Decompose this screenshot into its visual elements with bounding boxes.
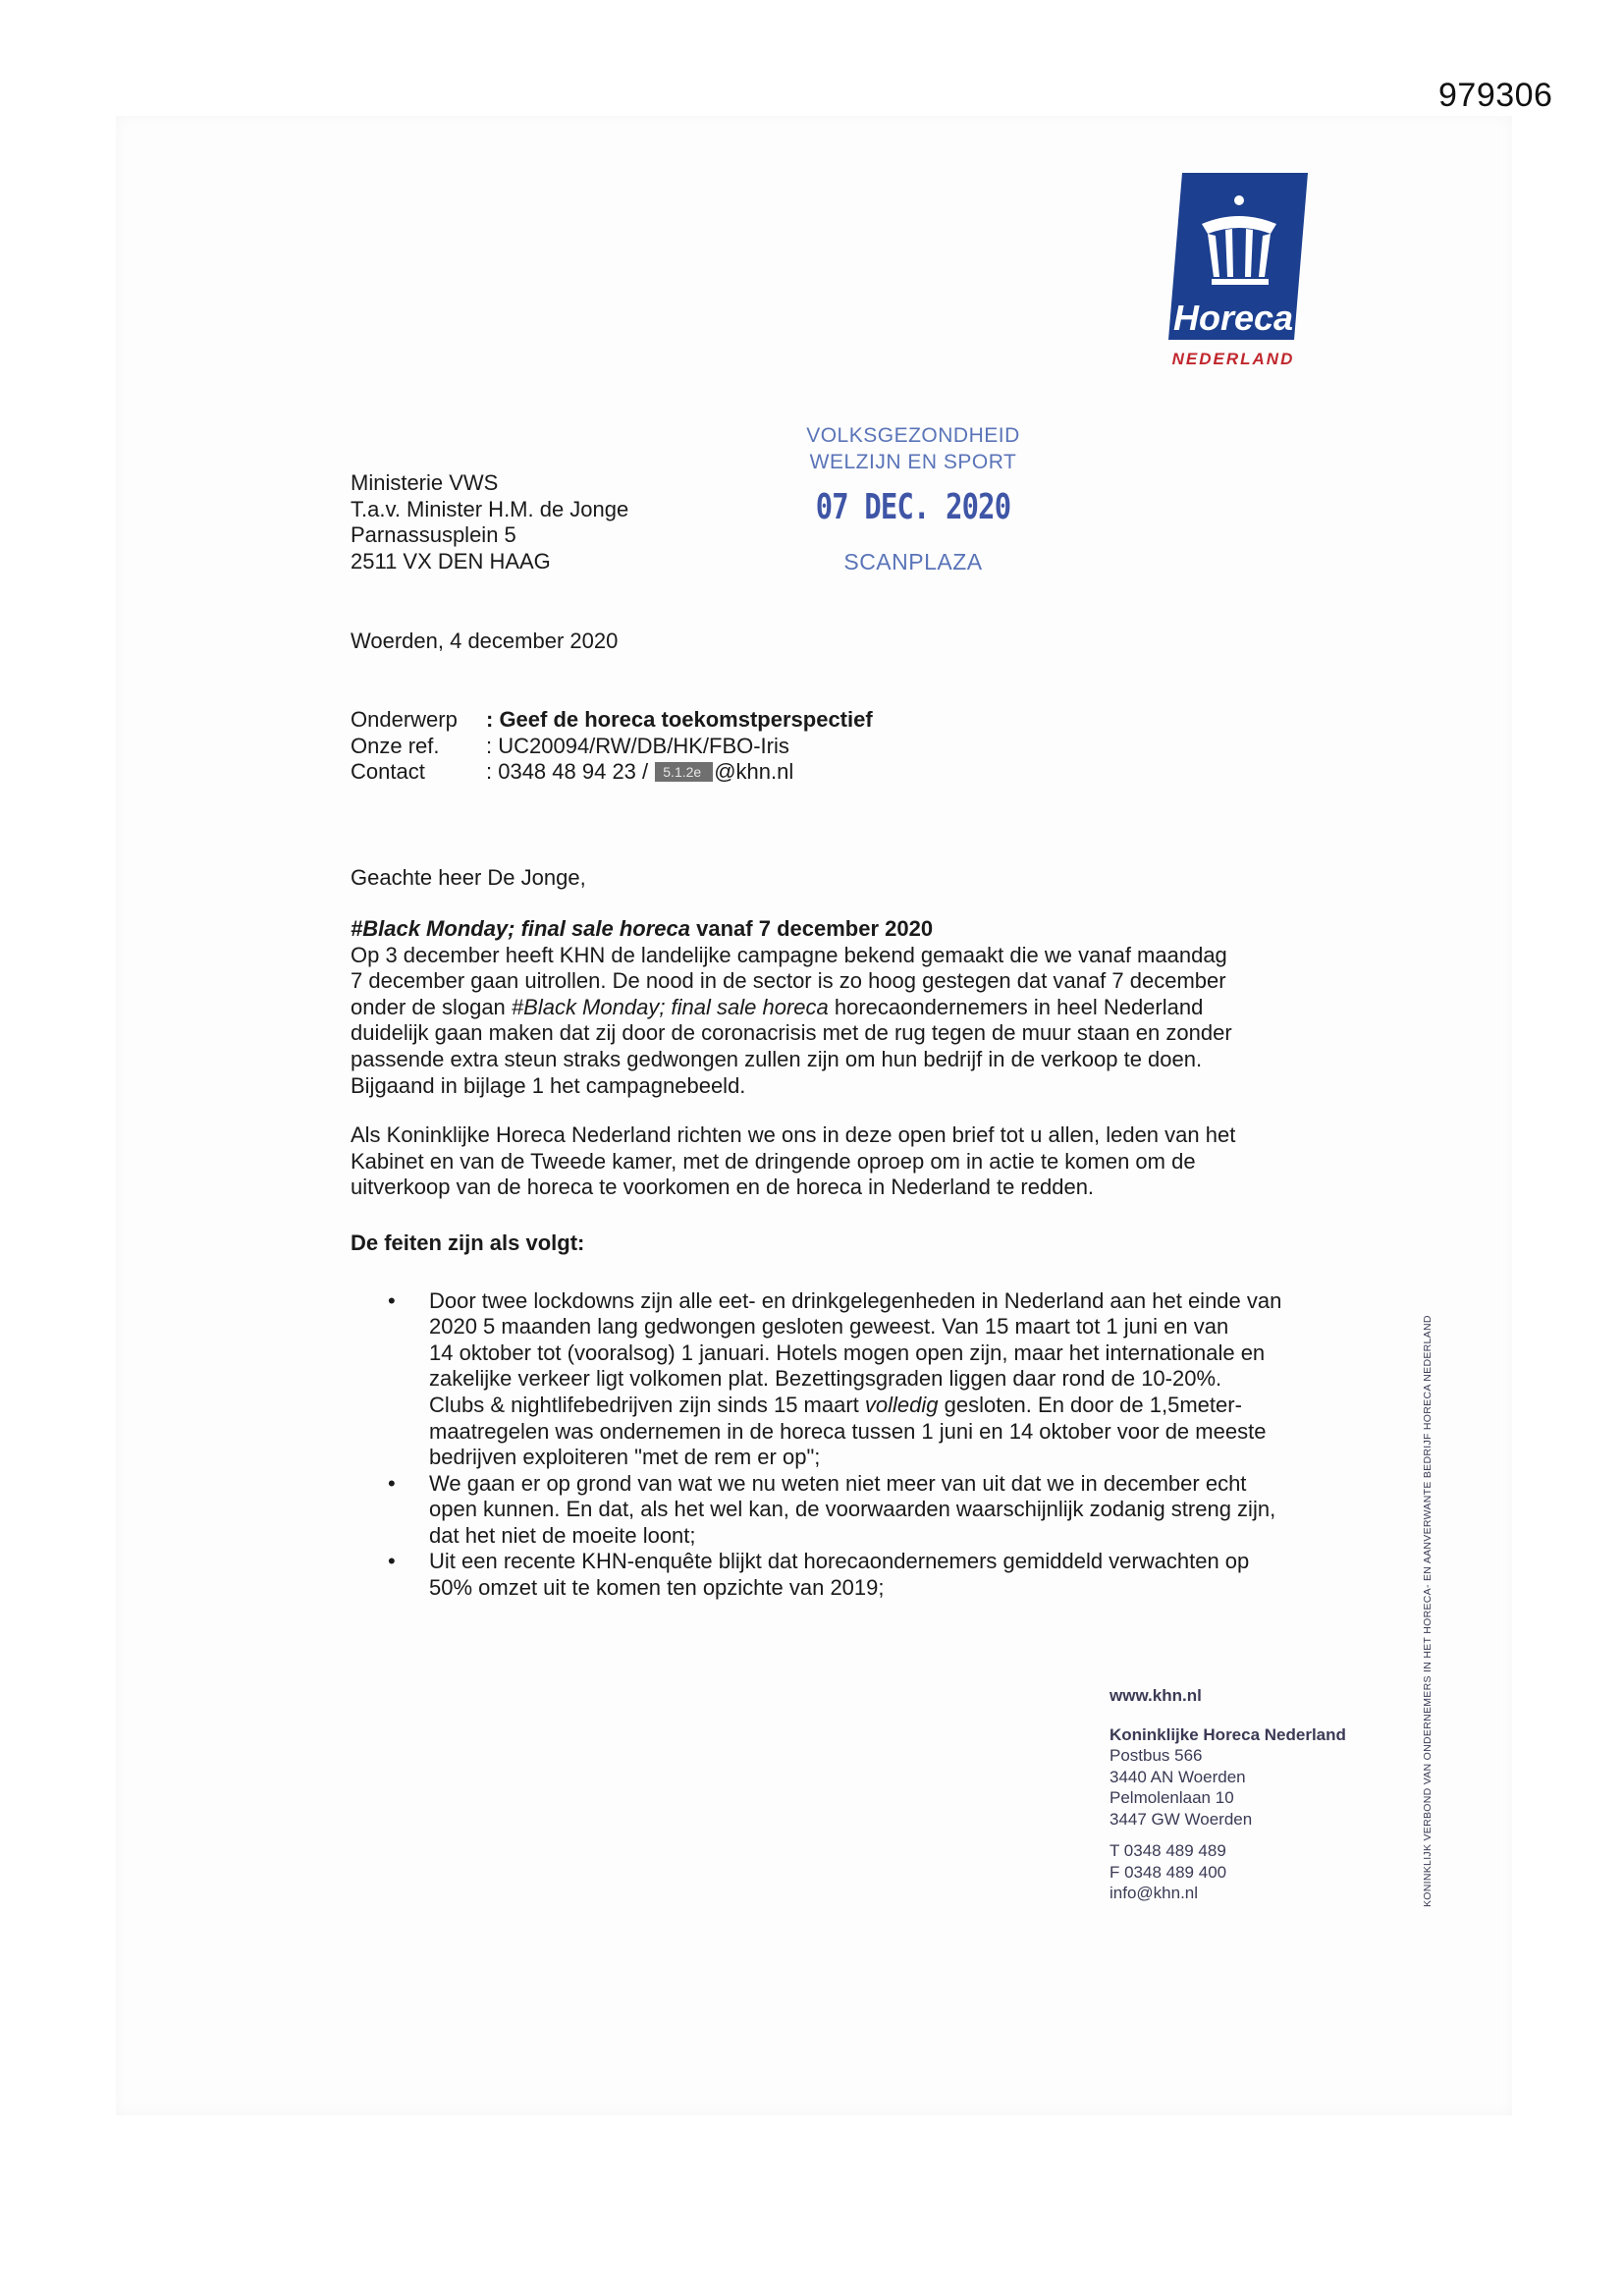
facts-list <box>351 1288 1293 1602</box>
document-number: 979306 <box>1438 77 1553 114</box>
meta-ref-value: : UC20094/RW/DB/HK/FBO-Iris <box>486 733 789 758</box>
meta-reference <box>351 734 873 760</box>
footer-address-line: 3447 GW Woerden <box>1110 1809 1253 1829</box>
crown-base <box>1212 279 1269 285</box>
meta-contact-label: Contact <box>351 759 425 784</box>
recipient-line: T.a.v. Minister H.M. de Jonge <box>351 496 629 521</box>
meta-contact-value <box>486 759 793 786</box>
paragraph-campaign <box>351 943 1293 1100</box>
paragraph-campaign-slogan: #Black Monday; final sale horeca <box>511 994 829 1019</box>
horeca-nederland-logo <box>1168 173 1308 371</box>
fact-3: Uit een recente KHN-enquête blijkt dat horecaondernemers gemiddeld verwachten op 50% omzet uit te komen ten opzichte van 2019; <box>429 1549 1250 1601</box>
headline-rest: vanaf 7 december 2020 <box>690 916 934 941</box>
stamp-line-3: SCANPLAZA <box>843 549 983 574</box>
recipient-line: Parnassusplein 5 <box>351 522 516 547</box>
recipient-address <box>351 470 628 574</box>
fact-2: We gaan er op grond van wat we nu weten niet meer van uit dat we in december echt open kunnen. En dat, als het wel kan, de voorwaarden waarschijnlijk zodanig streng zijn, dat het niet de moeite loont; <box>429 1470 1276 1548</box>
stamp-date: 07 DEC. 2020 <box>815 487 1011 527</box>
bullet-dot: • <box>388 1287 396 1313</box>
paragraph-campaign-part1: Op 3 december heeft KHN de landelijke campagne bekend gemaakt die we vanaf maandag 7 december gaan uitrollen. De nood in de sector is zo hoog gestegen dat vanaf 7 december onder de slogan <box>351 942 1227 1019</box>
vertical-tagline: KONINKLIJK VERBOND VAN ONDERNEMERS IN HET HORECA- EN AANVERWANTE BEDRIJF HORECA NEDERLAND <box>1422 1315 1434 1907</box>
redaction-mark: 5.1.2e <box>655 762 713 782</box>
salutation: Geachte heer De Jonge, <box>351 865 586 890</box>
list-item <box>351 1549 1293 1601</box>
paragraph-open-letter: Als Koninklijke Horeca Nederland richten we ons in deze open brief tot u allen, leden van het Kabinet en van de Tweede kamer, met de dringende oproep om in actie te komen om de uitverkoop van de horeca te voorkomen en de horeca in Nederland te redden. <box>351 1122 1236 1200</box>
letterhead-footer <box>1110 1685 1346 1904</box>
recipient-line: Ministerie VWS <box>351 470 499 495</box>
crown-logo-icon <box>1168 173 1308 371</box>
footer-org-name: Koninklijke Horeca Nederland <box>1110 1724 1346 1744</box>
facts-heading: De feiten zijn als volgt: <box>351 1230 585 1255</box>
stamp-line-2: WELZIJN EN SPORT <box>809 451 1017 473</box>
contact-email-domain: @khn.nl <box>714 759 794 784</box>
logo-text-sub: NEDERLAND <box>1171 350 1295 368</box>
footer-address-line: Postbus 566 <box>1110 1746 1203 1765</box>
meta-subject-label: Onderwerp <box>351 707 458 732</box>
list-item <box>351 1288 1293 1471</box>
footer-phone: T 0348 489 489 <box>1110 1841 1226 1860</box>
footer-address-line: Pelmolenlaan 10 <box>1110 1788 1234 1807</box>
crown-orb <box>1234 195 1244 205</box>
headline-slogan: #Black Monday; final sale horeca <box>351 916 691 941</box>
footer-website: www.khn.nl <box>1110 1686 1202 1705</box>
meta-ref-label: Onze ref. <box>351 733 440 758</box>
bullet-dot: • <box>388 1549 396 1574</box>
fact-1-emphasis: volledig <box>864 1392 939 1417</box>
stamp-line-1: VOLKSGEZONDHEID <box>806 424 1020 447</box>
letter-body <box>351 916 1293 1602</box>
footer-email: info@khn.nl <box>1110 1884 1199 1902</box>
meta-contact <box>351 759 873 786</box>
fact-1-part2: gesloten. En door de 1,5meter- maatregelen was ondernemen in de horeca tussen 1 juni en 14 oktober voor de meeste bedrijven exploiteren "met de rem er op"; <box>429 1392 1267 1470</box>
contact-phone: : 0348 48 94 23 / <box>486 759 649 784</box>
bullet-dot: • <box>388 1470 396 1496</box>
footer-fax: F 0348 489 400 <box>1110 1862 1227 1882</box>
recipient-line: 2511 VX DEN HAAG <box>351 548 551 574</box>
fact-1-part1: Door twee lockdowns zijn alle eet- en drinkgelegenheden in Nederland aan het einde van 2020 5 maanden lang gedwongen gesloten geweest. Van 15 maart tot 1 juni en van 14 oktober tot (vooralsog) 1 januari. Hotels mogen open zijn, maar het internationale en zakelijke verkeer ligt volkomen plat. Bezettingsgraden liggen daar rond de 10-20%. Clubs & nightlifebedrijven zijn sinds 15 maart <box>429 1287 1282 1417</box>
meta-subject-value: : Geef de horeca toekomstperspectief <box>486 707 873 732</box>
place-and-date: Woerden, 4 december 2020 <box>351 629 619 653</box>
footer-address-line: 3440 AN Woerden <box>1110 1767 1246 1786</box>
paragraph-campaign-part2: horecaondernemers in heel Nederland duidelijk gaan maken dat zij door de coronacrisis met de rug tegen de muur staan en zonder passende extra steun straks gedwongen zullen zijn om hun bedrijf in de verkoop te doen. Bijgaand in bijlage 1 het campagnebeeld. <box>351 994 1232 1098</box>
campaign-headline <box>351 916 1293 943</box>
logo-text-main: Horeca <box>1172 298 1294 338</box>
meta-subject <box>351 707 873 734</box>
letter-meta <box>351 707 873 786</box>
list-item <box>351 1471 1293 1550</box>
received-stamp <box>756 422 1070 575</box>
